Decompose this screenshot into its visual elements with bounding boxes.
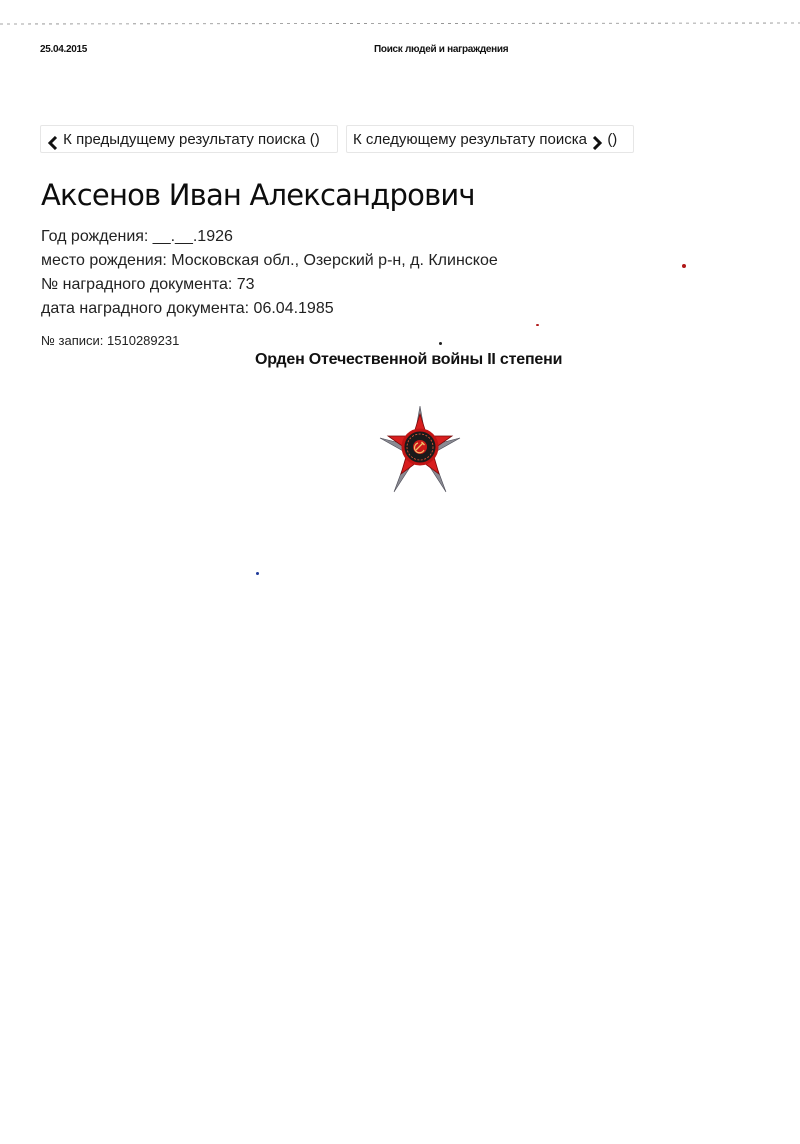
award-document-number: № наградного документа: 73: [41, 276, 255, 293]
next-result-suffix: (): [607, 131, 618, 148]
chevron-left-icon: [47, 132, 59, 146]
person-details: [41, 225, 498, 321]
chevron-right-icon: [591, 132, 603, 146]
scan-speck: [439, 342, 442, 345]
person-name: Аксенов Иван Александрович: [41, 178, 475, 212]
birth-year: Год рождения: __.__.1926: [41, 228, 233, 245]
next-result-label: К следующему результату поиска: [353, 131, 587, 148]
scan-speck: [256, 572, 259, 575]
scan-edge-line: [0, 22, 800, 26]
scan-speck: [536, 324, 539, 326]
award-document-date: дата наградного документа: 06.04.1985: [41, 300, 334, 317]
print-header: [40, 44, 760, 60]
scan-speck: [682, 264, 686, 268]
order-of-patriotic-war-icon: [376, 404, 464, 496]
print-date: 25.04.2015: [40, 44, 88, 55]
birth-place: место рождения: Московская обл., Озерский р-н, д. Клинское: [41, 252, 498, 269]
record-id: № записи: 1510289231: [41, 333, 180, 348]
next-result-button[interactable]: [346, 125, 634, 153]
previous-result-label: К предыдущему результату поиска (): [63, 131, 320, 148]
print-title: Поиск людей и награждения: [374, 44, 509, 55]
previous-result-button[interactable]: [40, 125, 338, 153]
award-name: Орден Отечественной войны II степени: [255, 351, 563, 368]
